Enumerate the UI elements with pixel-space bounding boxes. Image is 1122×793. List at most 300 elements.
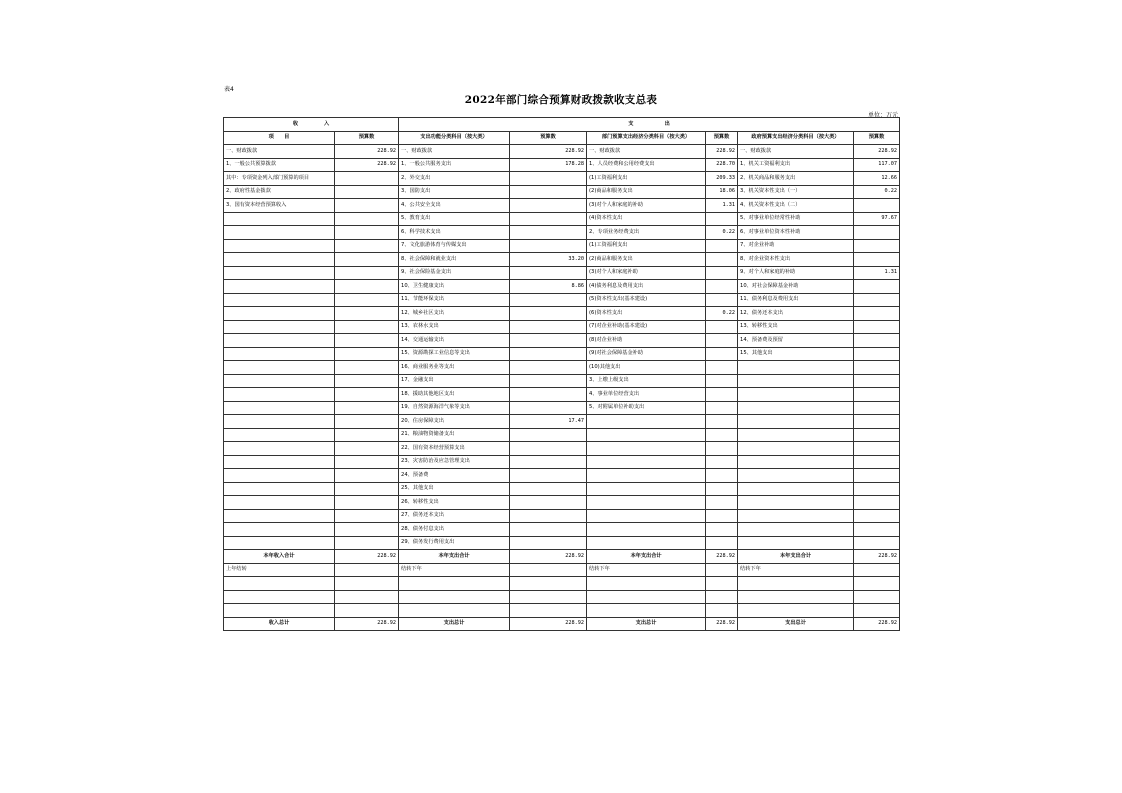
income-item [224,253,335,267]
func-budget [510,482,587,496]
dept-econ-item [587,455,706,469]
gov-econ-item [738,361,854,375]
income-budget [335,428,399,442]
func-budget [510,293,587,307]
dept-econ-budget [706,212,738,226]
income-item [224,374,335,388]
year-income-total-label: 本年收入合计 [224,550,335,564]
income-item [224,293,335,307]
dept-econ-item: (3)对个人和家庭的补助 [587,199,706,213]
gov-econ-item [738,455,854,469]
dept-econ-budget [706,469,738,483]
func-budget [510,239,587,253]
income-budget [335,172,399,186]
gov-econ-budget [854,374,900,388]
income-item [224,226,335,240]
func-budget [510,442,587,456]
income-budget [335,536,399,550]
gov-econ-item: 7、对企业补助 [738,239,854,253]
income-item [224,536,335,550]
dept-econ-item: 一、财政拨款 [587,145,706,159]
gov-econ-item: 14、预备费及预留 [738,334,854,348]
year-exp-total-label: 本年支出合计 [399,550,510,564]
income-item [224,280,335,294]
income-budget: 228.92 [335,158,399,172]
dept-econ-budget [706,415,738,429]
gov-econ-item [738,523,854,537]
dept-econ-item [587,536,706,550]
exp-grand-total-label: 支出总计 [587,617,706,631]
income-item [224,442,335,456]
func-budget: 33.20 [510,253,587,267]
func-budget [510,509,587,523]
func-budget [510,401,587,415]
table-row [224,158,900,172]
table-row [224,266,900,280]
func-item: 27、债务还本支出 [399,509,510,523]
func-budget [510,361,587,375]
income-item [224,482,335,496]
func-budget [510,212,587,226]
table-row [224,172,900,186]
income-budget [335,280,399,294]
income-budget [335,509,399,523]
income-budget [335,388,399,402]
dept-econ-item: (2)商品和服务支出 [587,253,706,267]
income-budget [335,239,399,253]
dept-econ-item: (2)商品和服务支出 [587,185,706,199]
dept-econ-item: (1)工资福利支出 [587,239,706,253]
group-header-row [224,118,900,132]
dept-econ-budget [706,536,738,550]
unit-label: 单位：万元 [867,112,898,119]
table-row [224,280,900,294]
func-budget [510,266,587,280]
gov-econ-item: 6、对事业单位资本性补助 [738,226,854,240]
income-grand-total: 228.92 [335,617,399,631]
dept-econ-item: (10)其他支出 [587,361,706,375]
func-item: 11、节能环保支出 [399,293,510,307]
carry-forward-label: 结转下年 [399,563,510,577]
func-item: 15、资源勘探工业信息等支出 [399,347,510,361]
func-item: 28、债务付息支出 [399,523,510,537]
func-item: 3、国防支出 [399,185,510,199]
dept-econ-item: (8)对企业补助 [587,334,706,348]
dept-econ-item: 1、人员经费和公用经费支出 [587,158,706,172]
gov-econ-budget: 117.07 [854,158,900,172]
gov-econ-budget [854,320,900,334]
gov-econ-budget [854,280,900,294]
blank-row [224,590,900,604]
func-budget [510,428,587,442]
income-budget [335,455,399,469]
gov-econ-item: 11、债务利息及费用支出 [738,293,854,307]
gov-econ-budget: 228.92 [854,145,900,159]
table-row [224,145,900,159]
income-item [224,496,335,510]
gov-econ-budget [854,347,900,361]
gov-econ-budget [854,388,900,402]
table-row [224,455,900,469]
gov-econ-item: 3、机关资本性支出（一） [738,185,854,199]
header-budget: 预算数 [706,131,738,145]
gov-econ-item: 一、财政拨款 [738,145,854,159]
table-row [224,320,900,334]
func-budget [510,455,587,469]
dept-econ-budget [706,293,738,307]
dept-econ-budget [706,361,738,375]
func-budget [510,320,587,334]
dept-econ-budget [706,509,738,523]
table-row [224,199,900,213]
dept-econ-budget [706,280,738,294]
table-row [224,374,900,388]
gov-econ-item [738,428,854,442]
dept-econ-item [587,496,706,510]
table-row [224,428,900,442]
income-item [224,347,335,361]
gov-econ-budget [854,334,900,348]
carry-forward-label: 结转下年 [738,563,854,577]
income-budget [335,374,399,388]
dept-econ-budget [706,347,738,361]
gov-econ-item [738,442,854,456]
income-budget [335,347,399,361]
header-budget: 预算数 [854,131,900,145]
table-row [224,401,900,415]
dept-econ-budget [706,253,738,267]
column-header-row [224,131,900,145]
func-budget [510,172,587,186]
header-func: 支出功能分类科目（按大类） [399,131,510,145]
gov-econ-item [738,401,854,415]
year-income-total: 228.92 [335,550,399,564]
func-budget [510,307,587,321]
dept-econ-item [587,469,706,483]
income-budget [335,482,399,496]
func-item: 26、转移性支出 [399,496,510,510]
document-title: 2022年部门综合预算财政拨款收支总表 [464,94,658,106]
dept-econ-item: (4)资本性支出 [587,212,706,226]
gov-econ-item [738,536,854,550]
gov-econ-budget [854,415,900,429]
income-budget [335,361,399,375]
income-budget [335,401,399,415]
income-item [224,428,335,442]
dept-econ-budget [706,482,738,496]
dept-grand-total: 228.92 [706,617,738,631]
dept-econ-item: 4、事业单位经营支出 [587,388,706,402]
func-item: 22、国有资本经营预算支出 [399,442,510,456]
func-budget [510,334,587,348]
gov-econ-budget [854,455,900,469]
table-row [224,469,900,483]
func-budget [510,523,587,537]
table-row [224,293,900,307]
year-total-row [224,550,900,564]
dept-econ-item [587,509,706,523]
table-row [224,536,900,550]
dept-econ-budget [706,266,738,280]
table-row [224,388,900,402]
income-item [224,455,335,469]
dept-econ-budget: 209.33 [706,172,738,186]
dept-econ-item: 2、专项业务经费支出 [587,226,706,240]
func-budget [510,536,587,550]
income-budget: 228.92 [335,145,399,159]
header-dept-econ: 部门预算支出经济分类科目（按大类） [587,131,706,145]
dept-econ-budget [706,455,738,469]
func-item: 8、社会保障和就业支出 [399,253,510,267]
budget-summary-table [223,117,900,631]
income-item [224,401,335,415]
gov-econ-budget [854,401,900,415]
func-budget [510,347,587,361]
income-item [224,266,335,280]
income-budget [335,307,399,321]
income-item [224,239,335,253]
table-row [224,226,900,240]
table-row [224,185,900,199]
gov-econ-budget [854,509,900,523]
gov-econ-budget [854,442,900,456]
dept-econ-budget: 228.70 [706,158,738,172]
income-budget [335,415,399,429]
blank-row [224,604,900,618]
income-item [224,509,335,523]
table-row [224,415,900,429]
func-item: 21、粮油物资储备支出 [399,428,510,442]
func-item: 2、外交支出 [399,172,510,186]
header-item: 项 目 [224,131,335,145]
income-item [224,361,335,375]
income-budget [335,226,399,240]
dept-econ-item: 3、上缴上级支出 [587,374,706,388]
func-item: 16、商业服务业等支出 [399,361,510,375]
gov-econ-item: 2、机关商品和服务支出 [738,172,854,186]
gov-econ-budget: 0.22 [854,185,900,199]
gov-econ-item [738,469,854,483]
gov-econ-budget [854,226,900,240]
income-item: 其中：专项资金列入部门预算的项目 [224,172,335,186]
dept-econ-budget [706,428,738,442]
dept-econ-item [587,482,706,496]
dept-econ-item [587,415,706,429]
gov-econ-item: 1、机关工资福利支出 [738,158,854,172]
dept-econ-budget [706,401,738,415]
func-item: 5、教育支出 [399,212,510,226]
year-exp-total-label: 本年支出合计 [738,550,854,564]
dept-econ-budget: 18.06 [706,185,738,199]
income-item [224,523,335,537]
gov-econ-budget: 97.67 [854,212,900,226]
dept-econ-item: (5)资本性支出(基本建设) [587,293,706,307]
gov-econ-budget [854,428,900,442]
gov-econ-item: 9、对个人和家庭的补助 [738,266,854,280]
income-item [224,320,335,334]
table-row [224,496,900,510]
func-item: 19、自然资源海洋气象等支出 [399,401,510,415]
func-budget: 17.47 [510,415,587,429]
table-row [224,307,900,321]
gov-econ-budget [854,307,900,321]
func-budget: 178.28 [510,158,587,172]
gov-econ-item: 13、转移性支出 [738,320,854,334]
gov-econ-item [738,415,854,429]
year-gov-total: 228.92 [854,550,900,564]
carry-row [224,563,900,577]
expense-group-header: 支 出 [399,118,900,132]
dept-econ-budget [706,496,738,510]
table-row [224,239,900,253]
income-budget [335,253,399,267]
carry-forward-label: 结转下年 [587,563,706,577]
income-group-header: 收 入 [224,118,399,132]
dept-econ-item: (6)资本性支出 [587,307,706,321]
income-item [224,307,335,321]
dept-econ-item [587,428,706,442]
func-item: 20、住房保障支出 [399,415,510,429]
gov-econ-item: 12、债务还本支出 [738,307,854,321]
income-item [224,469,335,483]
income-budget [335,496,399,510]
gov-econ-budget: 1.31 [854,266,900,280]
func-item: 25、其他支出 [399,482,510,496]
dept-econ-budget [706,334,738,348]
func-item: 10、卫生健康支出 [399,280,510,294]
grand-total-row [224,617,900,631]
func-budget [510,496,587,510]
gov-econ-item: 4、机关资本性支出（二） [738,199,854,213]
header-budget: 预算数 [335,131,399,145]
dept-econ-budget: 228.92 [706,145,738,159]
func-item: 14、交通运输支出 [399,334,510,348]
income-item: 2、政府性基金拨款 [224,185,335,199]
func-budget: 228.92 [510,145,587,159]
gov-econ-budget [854,523,900,537]
func-item: 23、灾害防治及应急管理支出 [399,455,510,469]
income-item [224,334,335,348]
income-item [224,212,335,226]
income-budget [335,293,399,307]
income-item: 一、财政拨款 [224,145,335,159]
dept-econ-item: (1)工资福利支出 [587,172,706,186]
income-budget [335,212,399,226]
gov-econ-budget [854,482,900,496]
dept-econ-item [587,523,706,537]
table-row [224,361,900,375]
gov-econ-item: 10、对社会保障基金补助 [738,280,854,294]
func-item: 17、金融支出 [399,374,510,388]
income-budget [335,185,399,199]
gov-econ-budget: 12.66 [854,172,900,186]
dept-econ-budget [706,523,738,537]
gov-econ-budget [854,239,900,253]
prior-year-carryover-label: 上年结转 [224,563,335,577]
table-row [224,212,900,226]
dept-econ-item [587,442,706,456]
dept-econ-budget: 1.31 [706,199,738,213]
blank-row [224,577,900,591]
exp-grand-total-label: 支出总计 [399,617,510,631]
income-budget [335,469,399,483]
func-item: 24、预备费 [399,469,510,483]
header-budget: 预算数 [510,131,587,145]
exp-grand-total-label: 支出总计 [738,617,854,631]
gov-grand-total: 228.92 [854,617,900,631]
func-item: 4、公共安全支出 [399,199,510,213]
table-row [224,523,900,537]
dept-econ-budget [706,388,738,402]
income-grand-total-label: 收入总计 [224,617,335,631]
income-budget [335,334,399,348]
dept-econ-budget [706,239,738,253]
gov-econ-budget [854,496,900,510]
income-budget [335,442,399,456]
dept-econ-budget [706,320,738,334]
func-budget [510,469,587,483]
func-item: 一、财政拨款 [399,145,510,159]
dept-econ-item: (7)对企业补助(基本建设) [587,320,706,334]
func-item: 9、社会保险基金支出 [399,266,510,280]
year-dept-total: 228.92 [706,550,738,564]
func-budget [510,185,587,199]
func-budget [510,388,587,402]
dept-econ-item: 5、对附属单位补助支出 [587,401,706,415]
gov-econ-budget [854,536,900,550]
income-item: 1、一般公共预算拨款 [224,158,335,172]
func-item: 12、城乡社区支出 [399,307,510,321]
gov-econ-item [738,374,854,388]
table-row [224,334,900,348]
dept-econ-item: (3)对个人和家庭补助 [587,266,706,280]
gov-econ-item: 15、其他支出 [738,347,854,361]
func-budget [510,226,587,240]
func-item: 29、债务发行费用支出 [399,536,510,550]
income-item: 3、国有资本经营预算收入 [224,199,335,213]
table-number-tag: 表4 [224,86,234,93]
gov-econ-item [738,388,854,402]
gov-econ-budget [854,469,900,483]
dept-econ-budget: 0.22 [706,307,738,321]
income-budget [335,266,399,280]
dept-econ-item: (9)对社会保障基金补助 [587,347,706,361]
year-exp-total-label: 本年支出合计 [587,550,706,564]
gov-econ-budget [854,199,900,213]
func-item: 7、文化旅游体育与传媒支出 [399,239,510,253]
gov-econ-item [738,496,854,510]
gov-econ-budget [854,293,900,307]
func-item: 13、农林水支出 [399,320,510,334]
func-item: 1、一般公共服务支出 [399,158,510,172]
func-grand-total: 228.92 [510,617,587,631]
income-budget [335,199,399,213]
income-budget [335,320,399,334]
income-budget [335,523,399,537]
income-item [224,415,335,429]
header-gov-econ: 政府预算支出经济分类科目（按大类） [738,131,854,145]
gov-econ-budget [854,253,900,267]
year-func-total: 228.92 [510,550,587,564]
func-budget: 8.86 [510,280,587,294]
dept-econ-budget [706,374,738,388]
gov-econ-item [738,509,854,523]
dept-econ-item: (4)债务利息及费用支出 [587,280,706,294]
gov-econ-item: 8、对企业资本性支出 [738,253,854,267]
table-row [224,347,900,361]
gov-econ-item [738,482,854,496]
table-row [224,253,900,267]
